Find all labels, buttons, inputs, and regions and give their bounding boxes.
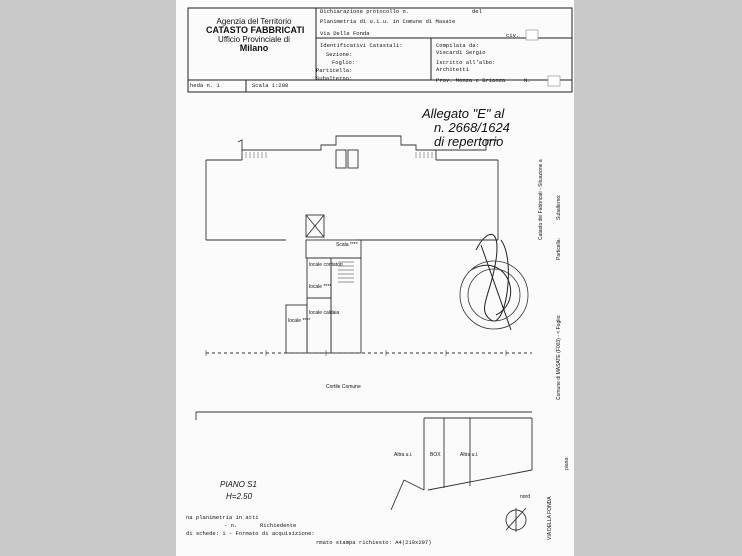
sezione-label: Sezione:	[326, 51, 353, 58]
side-line4: Subalterno:	[556, 194, 562, 220]
foglio-label: Foglio:	[332, 59, 356, 66]
agency-block	[206, 17, 305, 53]
document-sheet	[176, 0, 574, 556]
identificativi-label: Identificativi Catastali:	[320, 42, 403, 49]
prov-label: Prov. Monza e Brianza	[436, 77, 506, 84]
altezza-label: H=2.50	[226, 492, 253, 501]
scheda-label: heda n. 1	[190, 82, 220, 89]
side-line6: piano:	[564, 456, 570, 470]
footer-line2: - n.	[224, 522, 238, 529]
compilatore-name: Viscardi Sergio	[436, 49, 486, 56]
allegato-line3: di repertorio	[434, 134, 504, 149]
cortile-label: Cortile Comune	[326, 384, 361, 390]
nord-label: nord	[520, 494, 531, 500]
room-locale-a: locale ****	[309, 284, 332, 290]
side-line2: Comune di MASATE (F003) - < Foglio:	[556, 314, 562, 400]
room-scala: Scala ****	[336, 242, 358, 248]
allegato-line1: Allegato "E" al	[422, 106, 505, 121]
side-line5: VIA DELLA FONDA	[547, 496, 553, 540]
box-label: BOX	[430, 452, 441, 458]
agency-line2: CATASTO FABBRICATI	[206, 25, 305, 35]
side-line3: Particella:	[556, 238, 562, 260]
piano-label: PIANO S1	[220, 480, 257, 489]
agency-line1: Agenzia del Territorio	[216, 17, 292, 26]
floor-plan-drawing	[176, 0, 574, 556]
altra-ui-1: Altra u.i.	[394, 452, 413, 458]
del-label: del	[472, 8, 482, 15]
scala-label: Scala 1:200	[252, 82, 289, 89]
particella-label: Particella:	[316, 67, 353, 74]
altra-ui-2: Altra u.i.	[460, 452, 479, 458]
footer-line1: na planimetria in atti	[186, 514, 259, 521]
allegato-line2: n. 2668/1624	[434, 120, 510, 135]
compilata-label: Compilata da:	[436, 42, 479, 49]
signature-scribble	[471, 234, 511, 330]
iscritto-label: Iscritto all'albo:	[436, 59, 496, 66]
civ-label: civ.	[506, 32, 520, 39]
via-label: Via Delle Fonda	[320, 30, 370, 37]
room-contatori: locale contatori	[309, 262, 343, 268]
agency-line3: Ufficio Provinciale di	[218, 35, 290, 44]
room-locale-b: locale ****	[288, 318, 311, 324]
dichiarazione-label: Dichiarazione protocollo n.	[320, 8, 410, 15]
planimetria-label: Planimetria di u.i.u. in Comune di Masate	[320, 18, 456, 25]
footer-line5: rmato stampa richiesto: A4(210x297)	[316, 539, 432, 546]
albo-value: Architetti	[436, 66, 470, 73]
room-caldaia: locale caldaia	[309, 310, 340, 316]
n-label: N.	[524, 77, 531, 84]
stair-block	[331, 258, 361, 353]
footer-line3: Richiedente	[260, 522, 297, 529]
side-line1: Catasto dei Fabbricati - Situazione a	[538, 159, 544, 240]
subalterno-label: Subalterno:	[316, 75, 353, 82]
agency-line4: Milano	[239, 43, 269, 53]
footer-line4: di schede: 1 - Formato di acquisizione:	[186, 530, 315, 537]
